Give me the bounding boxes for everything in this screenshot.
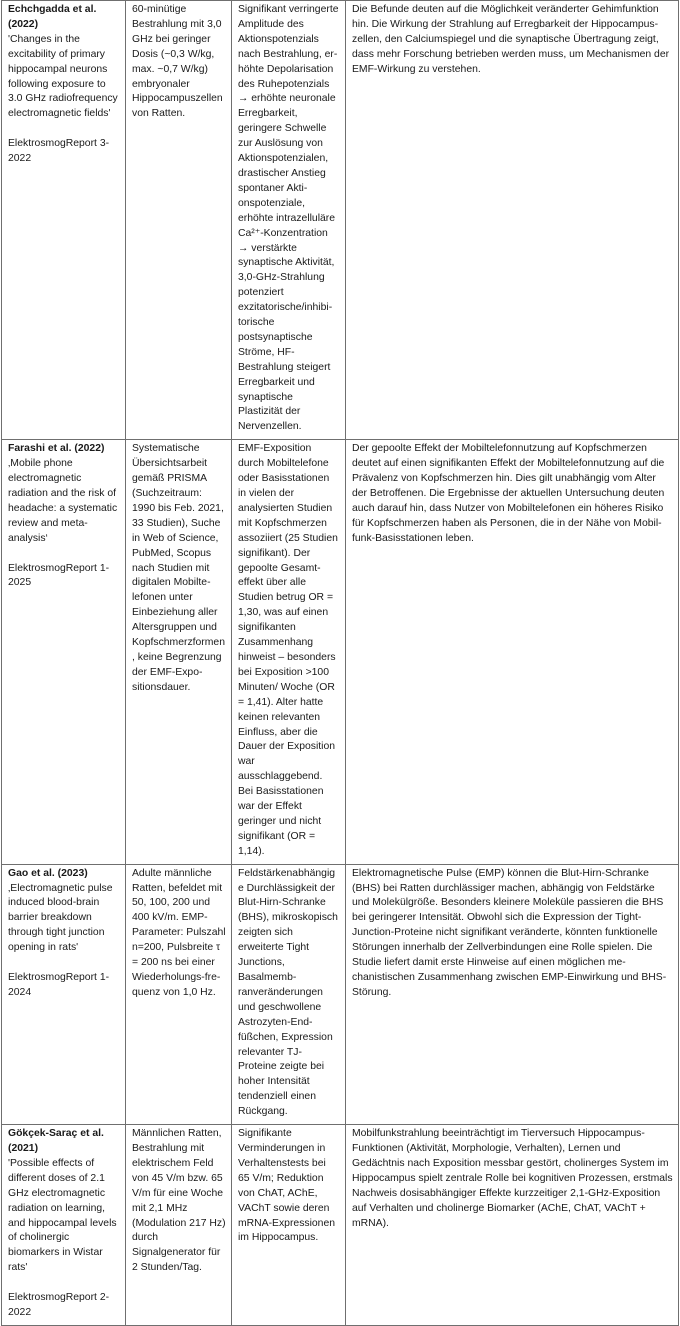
study-report: ElektrosmogReport 1-2024 [8, 971, 110, 998]
studies-table [1, 0, 679, 1326]
study-cell [2, 1, 126, 440]
method-cell [126, 864, 232, 1124]
study-title: ‚Electromagnetic pulse induced blood-brain barrier breakdown through tight junction opening in rats' [8, 882, 113, 954]
method-cell [126, 1125, 232, 1326]
study-title: 'Changes in the excitability of primary hippocampal neurons following exposure to 3.0 GHz radiofrequency electromagnetic fields' [8, 33, 118, 120]
study-title: ‚Mobile phone electromagnetic radiation and the risk of headache: a systematic review and meta-analysis‘ [8, 458, 118, 544]
study-author: Farashi et al. (2022) [8, 443, 105, 455]
study-cell [2, 864, 126, 1124]
results-text: Feldstärkenabhängige Durchlässigkeit der Blut-Hirn-Schranke (BHS), mikroskopisch zeigten sich erweiterte Tight Junctions, Basalmembranveränderungen und geschwollene Astrozyten-Endfüßchen, Expression relevanter TJ-Proteine zeigte bei hoher Intensität tendenziell einen Rückgang. [238, 867, 338, 1118]
results-cell [232, 864, 346, 1124]
method-text: Männlichen Ratten, Bestrahlung mit elektrischem Feld von 45 V/m bzw. 65 V/m für eine Woche mit 2,1 MHz (Modulation 217 Hz) durch Signalgenerator für 2 Stunden/Tag. [132, 1128, 226, 1274]
conclusion-cell [346, 864, 679, 1124]
results-cell [232, 1125, 346, 1326]
results-text: Signifikante Verminderungen in Verhaltenstests bei 65 V/m; Reduktion von ChAT, AChE, VAChT sowie deren mRNA-Expressionen im Hippocampus. [238, 1128, 336, 1244]
results-text: EMF-Exposition durch Mobiltelefone oder Basisstationen in vielen der analysierten Studien mit Kopfschmerzen assoziiert (25 Studien signifikant). Der gepoolte Gesamteffekt über alle Studien betrug OR = 1,30, was auf einen signifikanten Zusammenhang hinweist – besonders bei Exposition >100 Minuten/ Woche (OR = 1,41). Alter hatte keinen relevanten Einfluss, aber die Dauer der Exposition war ausschlaggebend. Bei Basisstationen war der Effekt geringer und nicht signifikant (OR = 1,14). [238, 443, 338, 857]
study-author: Echchgadda et al. (2022) [8, 4, 97, 30]
method-text: Adulte männliche Ratten, befeldet mit 50, 100, 200 und 400 kV/m. EMP-Parameter: Pulszahl n=200, Pulsbreite τ = 200 ns bei einer Wiederholungs-frequenz von 1,0 Hz. [132, 867, 226, 998]
study-report: ElektrosmogReport 2-2022 [8, 1292, 110, 1318]
study-cell [2, 440, 126, 864]
method-cell [126, 1, 232, 440]
conclusion-text: Die Befunde deuten auf die Möglichkeit veränderter Gehimfunktion hin. Die Wirkung der Strahlung auf Erregbarkeit der Hippocampuszellen, den Calciumspiegel und die synaptische Übertragung zeigt, dass mehr Forschung betrieben werden muss, um Mechanismen der EMF-Wirkung zu verstehen. [352, 4, 670, 75]
method-cell [126, 440, 232, 864]
conclusion-text: Elektromagnetische Pulse (EMP) können die Blut-Hirn-Schranke (BHS) bei Ratten durchlässiger machen, abhängig von Feldstärke und Molekülgröße. Besonders kleinere Moleküle passieren die BHS bei geringerer Intensität. Obwohl sich die Expression der Tight-Junction-Proteine nicht signifikant veränderte, könnten funktionelle Störungen innerhalb der Zellverbindungen eine Rolle spielen. Die Studie liefert damit erste Hinweise auf einen möglichen mechanistischen Zusammenhang zwischen EMP-Einwirkung und BHS-Störung. [352, 867, 667, 998]
method-text: Systematische Übersichtsarbeit gemäß PRISMA (Suchzeitraum: 1990 bis Feb. 2021, 33 Studien), Suche in Web of Science, PubMed, Scopus nach Studien mit digitalen Mobiltelefonen unter Einbeziehung aller Altersgruppen und Kopfschmerzformen, keine Begrenzung der EMF-Expositionsdauer. [132, 443, 225, 693]
table-row [2, 864, 679, 1124]
study-report: ElektrosmogReport 1-2025 [8, 562, 110, 589]
study-cell [2, 1125, 126, 1326]
results-text: Signifikant verringerte Amplitude des Aktionspotenzials nach Bestrahlung, erhöhte Depolarisation des Ruhepotenzials → erhöhte neuronale Erregbarkeit, geringere Schwelle zur Auslösung von Aktionspotenzialen, drastischer Anstieg spontaner Aktionspotenziale, erhöhte intrazelluläre Ca²⁺-Konzentration → verstärkte synaptische Aktivität, 3,0-GHz-Strahlung potenziert exzitatorische/inhibitorische postsynaptische Ströme, HF-Bestrahlung steigert Erregbarkeit und synaptische Plastizität der Nervenzellen. [238, 4, 339, 433]
table-row [2, 440, 679, 864]
table-row [2, 1, 679, 440]
conclusion-text: Der gepoolte Effekt der Mobiltelefonnutzung auf Kopfschmerzen deutet auf einen signifikanten Effekt der Mobiltelefonnutzung auf die Prävalenz von Kopfschmerzen hin. Dies gilt unabhängig vom Alter der Betroffenen. Die Ergebnisse der aktuellen Untersuchung deuten auch darauf hin, dass Nutzer von Mobiltelefonen ein höheres Risiko für Kopfschmerzen haben als Personen, die in der Nähe von Mobilfunk-Basisstationen leben. [352, 443, 665, 544]
results-cell [232, 440, 346, 864]
study-report: ElektrosmogReport 3-2022 [8, 138, 110, 165]
conclusion-text: Mobilfunkstrahlung beeinträchtigt im Tierversuch Hippocampus-Funktionen (Aktivität, Morphologie, Verhalten), Lernen und Gedächtnis nach Exposition messbar gestört, cholinerges System im Hippocampus spielt zentrale Rolle bei kognitiven Prozessen, erstmals Nachweis dosisabhängiger Effekte kurzzeitiger 2,1-GHz-Exposition auf Verhalten und cholinerge Biomarker (AChE, ChAT, VAChT + mRNA). [352, 1128, 673, 1229]
results-cell [232, 1, 346, 440]
method-text: 60-minütige Bestrahlung mit 3,0 GHz bei geringer Dosis (~0,3 W/kg, max. ~0,7 W/kg) embryonaler Hippocampuszellen von Ratten. [132, 4, 223, 120]
study-author: Gao et al. (2023) [8, 867, 88, 879]
conclusion-cell [346, 440, 679, 864]
study-author: Gökçek-Saraç et al. (2021) [8, 1128, 104, 1154]
study-title: 'Possible effects of different doses of 2.1 GHz electromagnetic radiation on learning, and hippocampal levels of cholinergic biomarkers in Wistar rats' [8, 1157, 117, 1274]
conclusion-cell [346, 1125, 679, 1326]
table-row [2, 1125, 679, 1326]
conclusion-cell [346, 1, 679, 440]
